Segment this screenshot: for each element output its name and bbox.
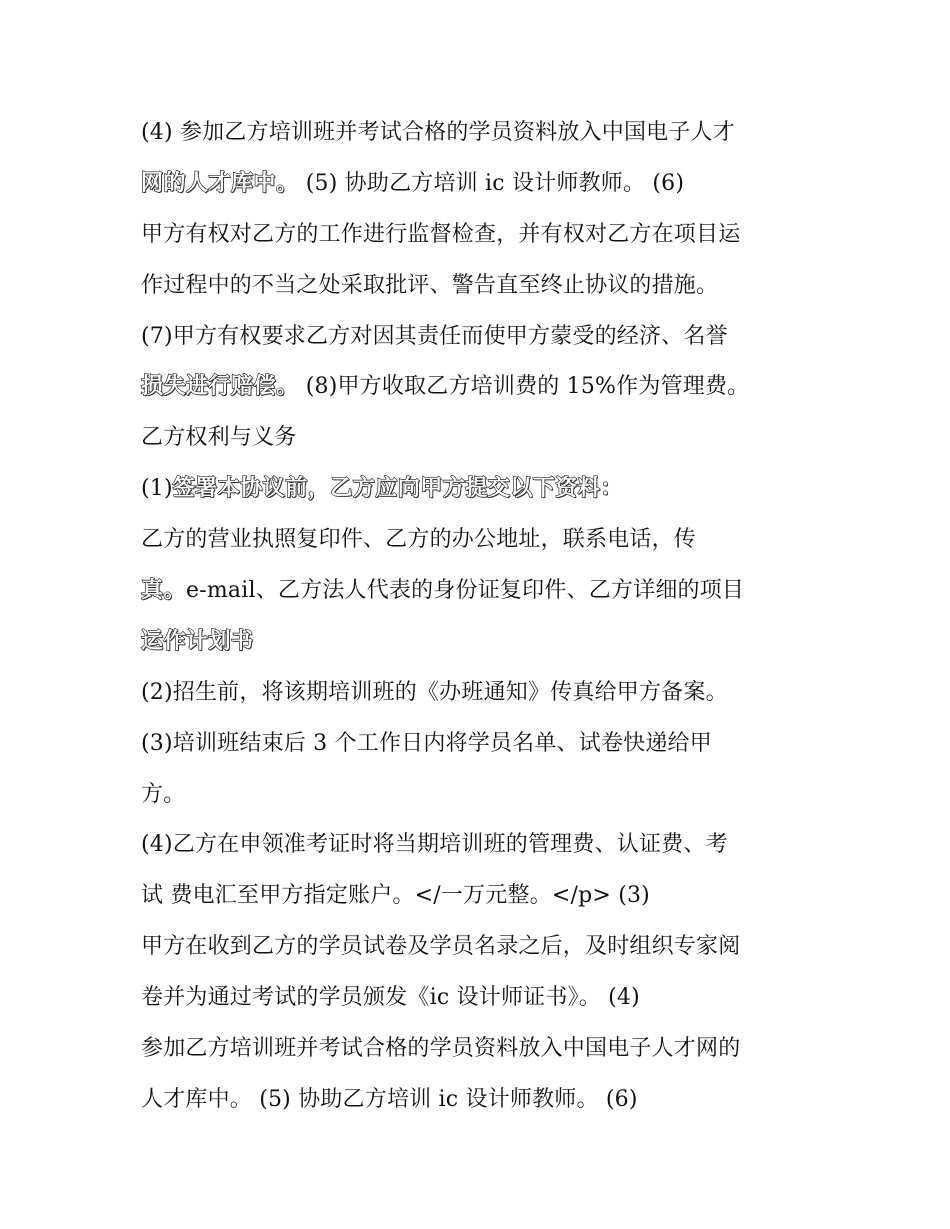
text-line xyxy=(141,1024,821,1075)
text-segment: (4)乙方在申领准考证时将当期培训班的管理费、认证费、考 xyxy=(141,832,728,858)
text-segment: (2)招生前，将该期培训班的《办班通知》传真给甲方备案。 xyxy=(141,679,728,705)
text-segment: 乙方权利与义务 xyxy=(141,425,297,451)
text-line xyxy=(141,973,821,1024)
text-segment: 甲方有权对乙方的工作进行监督检查，并有权对乙方在项目运 xyxy=(141,221,741,247)
text-line xyxy=(141,108,821,159)
text-segment: 人才库中。 (5) 协助乙方培训 ic 设计师教师。 (6) xyxy=(141,1086,638,1112)
text-segment: 卷并为通过考试的学员颁发《ic 设计师证书》。 (4) xyxy=(141,985,640,1011)
text-segment: 甲方在收到乙方的学员试卷及学员名录之后，及时组织专家阅 xyxy=(141,934,741,960)
text-line xyxy=(141,362,821,413)
text-segment: (1) xyxy=(141,476,173,502)
text-line xyxy=(141,159,821,210)
text-segment: e-mail、乙方法人代表的身份证复印件、乙方详细的项目 xyxy=(186,578,745,604)
text-segment: 参加乙方培训班并考试合格的学员资料放入中国电子人才网的 xyxy=(141,1036,741,1062)
text-line xyxy=(141,922,821,973)
outlined-text-segment: 签署本协议前，乙方应向甲方提交以下资料： xyxy=(172,476,623,502)
outlined-text-segment: 网的人才库中。 xyxy=(141,170,299,196)
text-segment: (8)甲方收取乙方培训费的 15%作为管理费。 xyxy=(298,374,750,400)
outlined-text-segment: 损失进行赔偿。 xyxy=(141,374,299,400)
text-line xyxy=(141,566,821,617)
text-segment: (3)培训班结束后 3 个工作日内将学员名单、试卷快递给甲 xyxy=(141,730,712,756)
text-segment: (5) 协助乙方培训 ic 设计师教师。 (6) xyxy=(298,170,685,196)
outlined-text-segment: 运作计划书 xyxy=(141,628,254,654)
outlined-text-segment: 真。 xyxy=(141,578,187,604)
text-line xyxy=(141,515,821,566)
text-segment: 试 费电汇至甲方指定账户。</一万元整。</p> (3) xyxy=(141,883,650,909)
text-segment: 乙方的营业执照复印件、乙方的办公地址，联系电话，传 xyxy=(141,527,697,553)
text-line xyxy=(141,668,821,719)
text-line xyxy=(141,312,821,363)
text-line xyxy=(141,617,821,668)
text-line xyxy=(141,719,821,770)
text-line xyxy=(141,770,821,821)
text-line xyxy=(141,261,821,312)
text-segment: (7)甲方有权要求乙方对因其责任而使甲方蒙受的经济、名誉 xyxy=(141,323,728,349)
text-line xyxy=(141,464,821,515)
text-line xyxy=(141,210,821,261)
text-line xyxy=(141,1075,821,1126)
text-segment: 作过程中的不当之处采取批评、警告直至终止协议的措施。 xyxy=(141,272,719,298)
text-line xyxy=(141,871,821,922)
text-line xyxy=(141,820,821,871)
text-segment: 方。 xyxy=(141,781,186,807)
text-line xyxy=(141,413,821,464)
text-segment: (4) 参加乙方培训班并考试合格的学员资料放入中国电子人才 xyxy=(141,120,735,145)
document-body xyxy=(141,108,821,1126)
